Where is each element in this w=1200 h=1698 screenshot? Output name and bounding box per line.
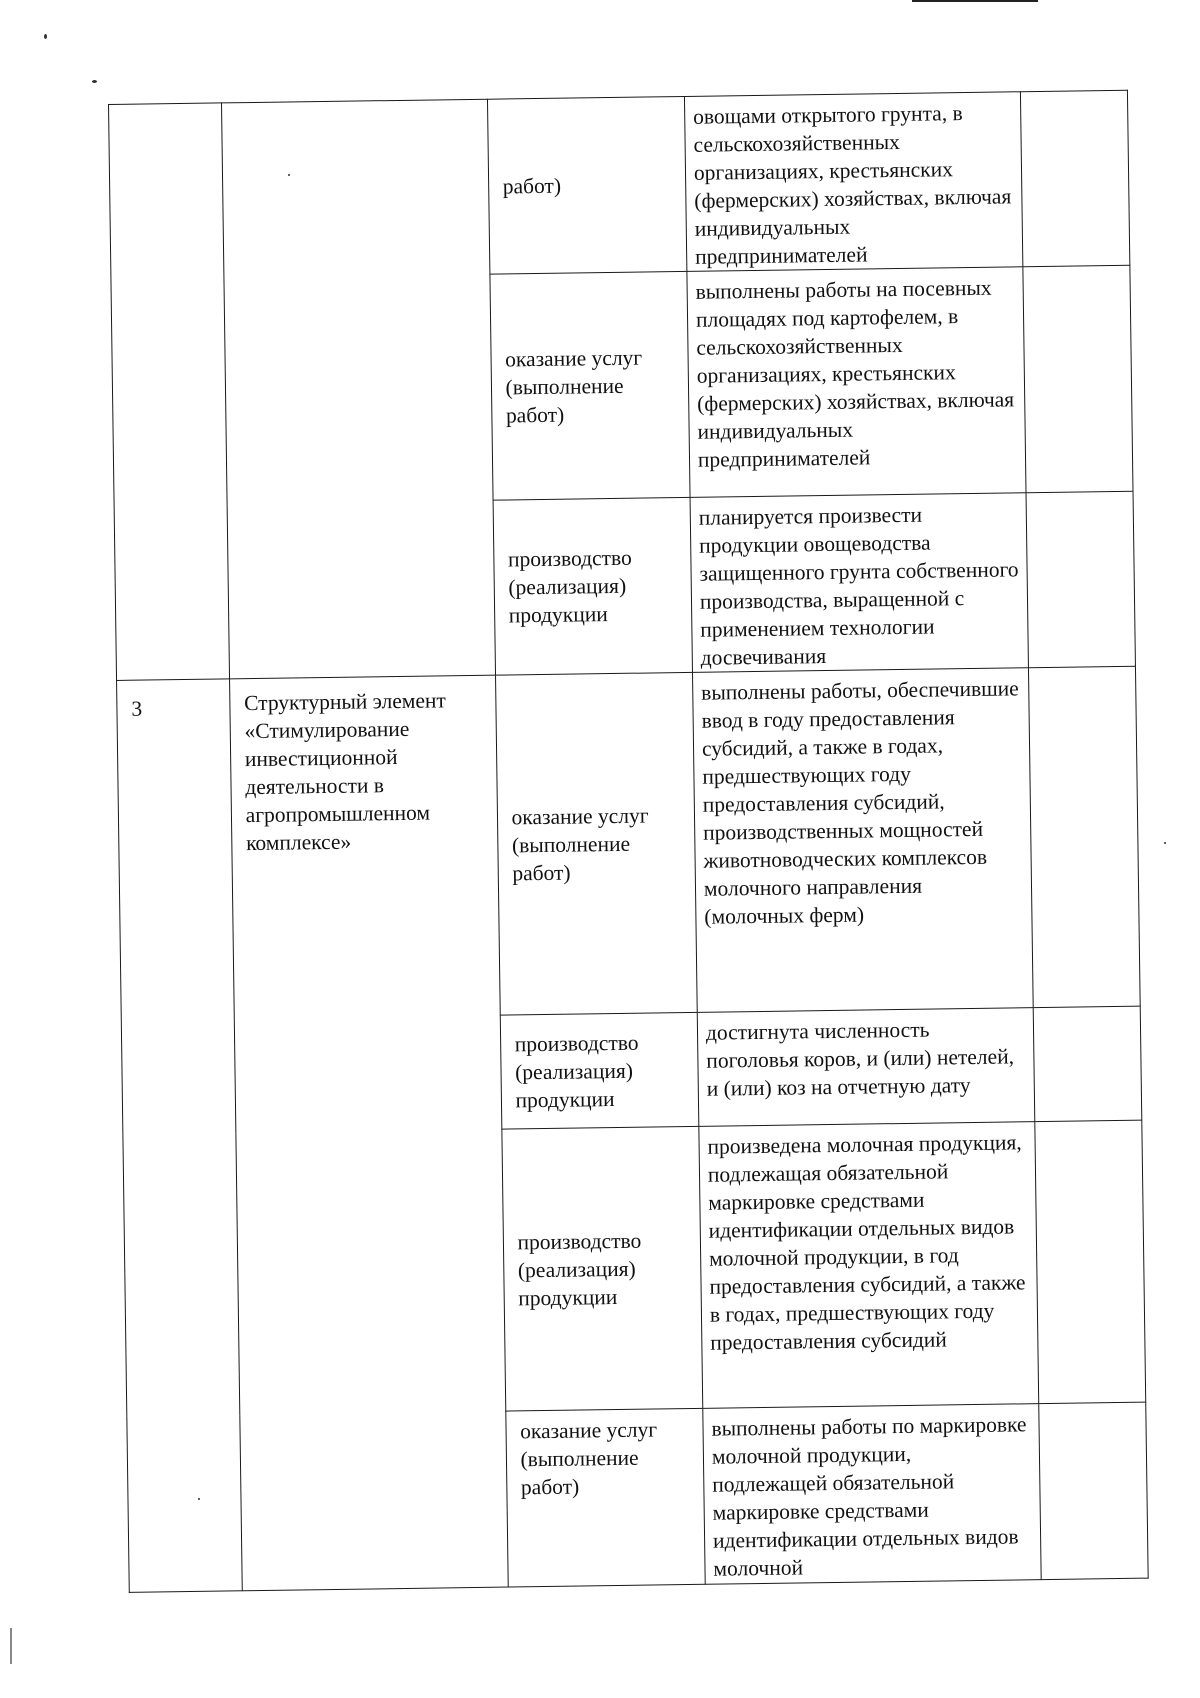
top-edge-rule <box>912 0 1038 2</box>
scan-speck <box>1164 842 1166 844</box>
result-description-cell: достигнута численность поголовья коров, и (или) нетелей, и (или) коз на отчетную дату <box>697 1008 1035 1127</box>
result-value-cell <box>1021 90 1130 266</box>
result-description-cell: овощами открытого грунта, в сельскохозяйственных организациях, крестьянских (фермерских) хозяйствах, включая индивидуальных предпринимателей <box>684 92 1023 272</box>
result-value-cell <box>1023 265 1133 492</box>
scan-speck <box>92 80 97 83</box>
result-value-cell <box>1033 1006 1141 1121</box>
table-row <box>109 90 1130 279</box>
result-description-cell: выполнены работы на посевных площадях под картофелем, в сельскохозяйственных организациях, крестьянских (фермерских) хозяйствах, включая индивидуальных предпринимателей <box>687 267 1026 498</box>
result-type-cell: оказание услуг (выполнение работ) <box>495 672 697 1015</box>
result-description-cell: планируется произвести продукции овощеводства защищенного грунта собственного производства, выращенной с применением технологии досвечивания <box>690 493 1029 673</box>
result-description-cell: произведена молочная продукция, подлежащая обязательной маркировке средствами идентификации отдельных видов молочной продукции, в год предоставления субсидий, а также в годах, предшествующих году предоставления субсидий <box>699 1122 1039 1409</box>
structural-element-cell: Структурный элемент «Стимулирование инвестиционной деятельности в агропромышленном комплексе» <box>229 675 508 1591</box>
result-type-cell: производство (реализация) продукции <box>493 497 693 675</box>
left-margin-mark <box>10 1628 12 1664</box>
result-value-cell <box>1035 1120 1146 1403</box>
result-type-cell: оказание услуг (выполнение работ) <box>505 1408 705 1587</box>
result-value-cell <box>1026 491 1135 667</box>
result-type-cell: работ) <box>487 96 687 274</box>
row-number-cell: 3 <box>117 679 242 1592</box>
result-type-cell: оказание услуг (выполнение работ) <box>489 271 689 500</box>
result-description-cell: выполнены работы по маркировке молочной продукции, подлежащей обязательной маркировке средствами идентификации отдельных видов молочной <box>703 1404 1042 1585</box>
result-type-cell: производство (реализация) продукции <box>500 1012 699 1129</box>
scan-speck <box>44 34 47 39</box>
row-number-cell <box>109 103 230 681</box>
result-value-cell <box>1029 666 1141 1007</box>
result-description-cell: выполнены работы, обеспечившие ввод в году предоставления субсидий, а также в годах, предшествующих году предоставления субсидий, производственных мощностей животноводческих комплексов молочного направления (молочных ферм) <box>692 668 1033 1013</box>
subsidy-results-table <box>108 90 1149 1593</box>
table-row <box>117 666 1141 1020</box>
result-value-cell <box>1039 1402 1148 1579</box>
structural-element-cell <box>221 99 495 679</box>
result-type-cell: производство (реализация) продукции <box>501 1126 702 1411</box>
